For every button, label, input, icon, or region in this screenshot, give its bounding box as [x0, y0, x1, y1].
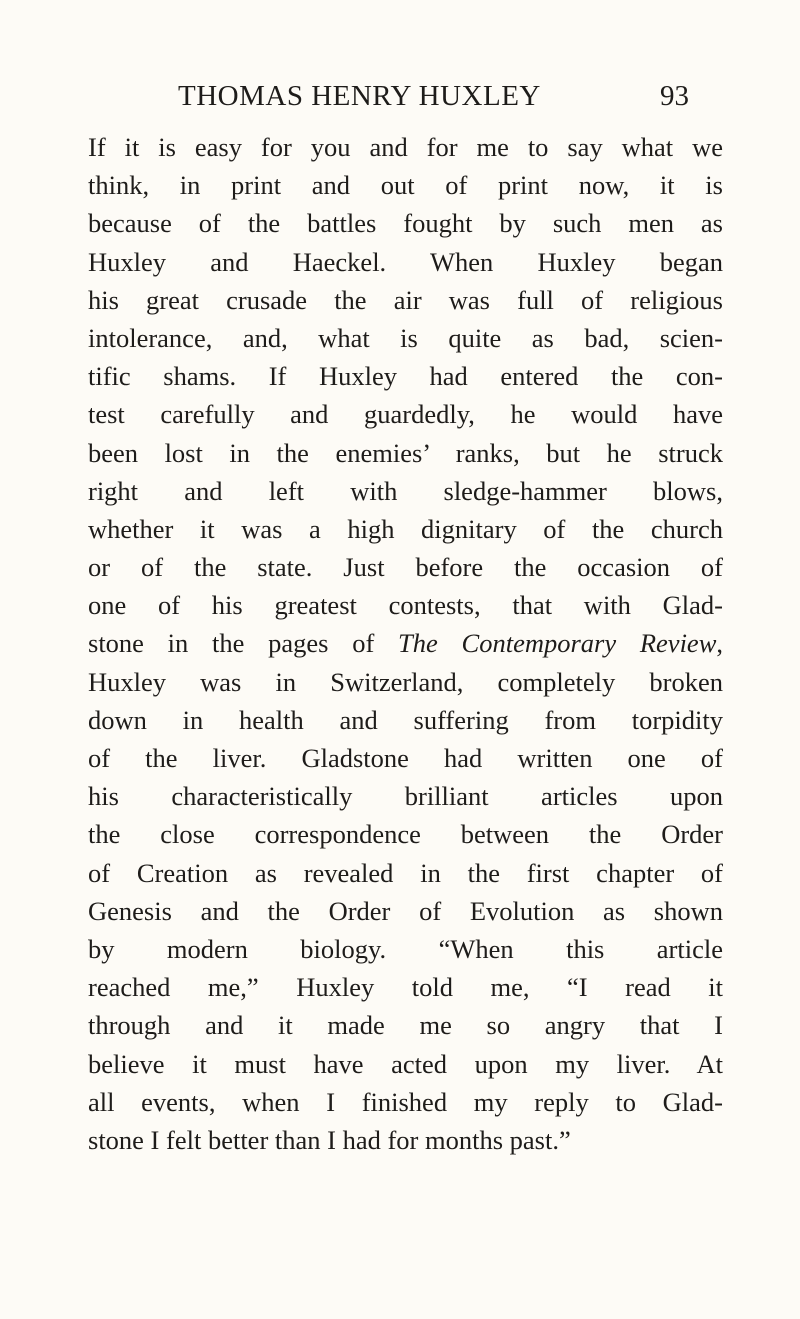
text-line [88, 319, 723, 357]
text-line [88, 968, 723, 1006]
text-segment: or of the state. Just before the occasion of [88, 552, 723, 583]
text-segment: If it is easy for you and for me to say what we [88, 132, 723, 162]
text-segment: , [716, 628, 723, 659]
text-segment: been lost in the enemies’ ranks, but he struck [88, 437, 723, 468]
text-line [88, 624, 723, 662]
text-segment: his great crusade the air was full of religious [88, 284, 723, 315]
text-line [88, 510, 723, 548]
text-segment: believe it must have acted upon my liver. At [88, 1048, 723, 1079]
running-title: THOMAS HENRY HUXLEY [178, 80, 541, 112]
text-segment: stone in the pages of [88, 628, 399, 659]
text-line [88, 395, 723, 433]
text-segment: of the liver. Gladstone had written one of [88, 743, 723, 773]
text-line [88, 815, 723, 853]
text-segment: Huxley and Haeckel. When Huxley began [88, 246, 723, 277]
text-line [88, 204, 723, 242]
text-line [88, 1121, 723, 1159]
text-segment: test carefully and guardedly, he would have [88, 399, 723, 430]
text-line [88, 434, 723, 472]
text-segment: whether it was a high dignitary of the church [88, 513, 723, 544]
text-segment: Genesis and the Order of Evolution as shown [88, 895, 723, 926]
text-segment: all events, when I finished my reply to Glad- [88, 1086, 723, 1117]
text-segment: through and it made me so angry that I [88, 1010, 723, 1041]
text-segment: intolerance, and, what is quite as bad, scien- [88, 322, 723, 353]
text-segment: because of the battles fought by such men as [88, 208, 723, 239]
text-segment: think, in print and out of print now, it is [88, 170, 723, 201]
text-line [88, 243, 723, 281]
text-segment: down in health and suffering from torpidity [88, 704, 723, 735]
text-line [88, 548, 723, 586]
text-line [88, 777, 723, 815]
text-segment: Huxley was in Switzerland, completely broken [88, 666, 723, 697]
text-line [88, 586, 723, 624]
italic-title: The Contemporary Review [398, 628, 717, 659]
text-segment: one of his greatest contests, that with Glad- [88, 590, 723, 621]
text-line [88, 128, 723, 166]
text-line [88, 166, 723, 204]
page-header [0, 80, 800, 124]
text-segment: of Creation as revealed in the first chapter of [88, 857, 723, 888]
page-number: 93 [660, 80, 689, 112]
text-segment: by modern biology. “When this article [88, 933, 723, 964]
text-line [88, 701, 723, 739]
text-segment: stone I felt better than I had for months past.” [88, 1124, 571, 1155]
text-line [88, 357, 723, 395]
text-segment: tific shams. If Huxley had entered the con- [88, 361, 723, 392]
text-line [88, 281, 723, 319]
body-text [88, 128, 723, 1159]
text-line [88, 892, 723, 930]
text-line [88, 854, 723, 892]
text-segment: reached me,” Huxley told me, “I read it [88, 972, 723, 1003]
text-segment: right and left with sledge-hammer blows, [88, 475, 723, 506]
text-line [88, 472, 723, 510]
text-line [88, 1083, 723, 1121]
text-line [88, 663, 723, 701]
text-line [88, 930, 723, 968]
text-segment: the close correspondence between the Order [88, 819, 723, 850]
text-line [88, 1006, 723, 1044]
text-line [88, 1045, 723, 1083]
text-segment: his characteristically brilliant articles upon [88, 781, 723, 812]
text-line [88, 739, 723, 777]
